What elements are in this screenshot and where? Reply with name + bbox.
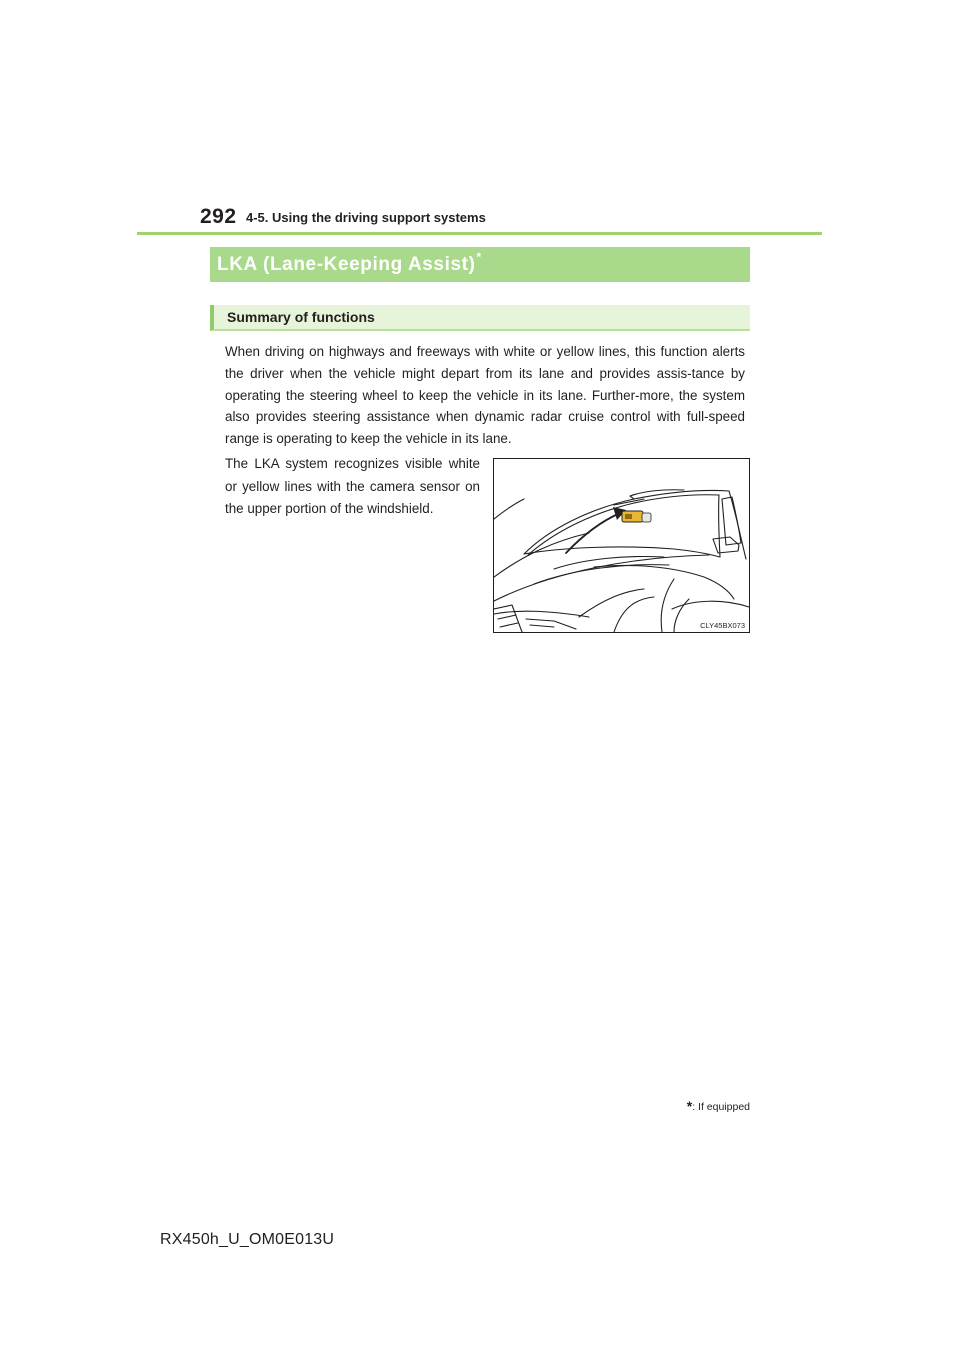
figure-code: CLY45BX073 xyxy=(700,621,745,630)
page-number: 292 xyxy=(200,205,237,228)
body-paragraph-summary: When driving on highways and freeways with white or yellow lines, this function alerts the driver when the vehicle might depart from its lane and provides assis-tance by operating the steering wheel to keep the vehicle in its lane. Further-more, the system also provides steering assistance when dynamic radar cruise control with full-speed range is operating to keep the vehicle in its lane. xyxy=(225,344,745,447)
section-title: 4-5. Using the driving support systems xyxy=(246,210,486,225)
title-band xyxy=(210,247,750,282)
header-rule xyxy=(137,232,822,235)
car-windshield-drawing xyxy=(494,459,749,632)
footnote-star: * xyxy=(686,1098,693,1114)
manual-code: RX450h_U_OM0E013U xyxy=(160,1231,335,1248)
page-title: LKA (Lane-Keeping Assist) xyxy=(217,253,476,275)
body-paragraph-camera: The LKA system recognizes visible white or yellow lines with the camera sensor on the upper portion of the windshield. xyxy=(225,456,480,516)
footnote-text: : If equipped xyxy=(692,1101,750,1113)
subheading: Summary of functions xyxy=(210,305,750,331)
footnote xyxy=(655,1097,750,1113)
equipped-marker: * xyxy=(476,249,482,264)
vehicle-camera-illustration xyxy=(493,458,750,633)
